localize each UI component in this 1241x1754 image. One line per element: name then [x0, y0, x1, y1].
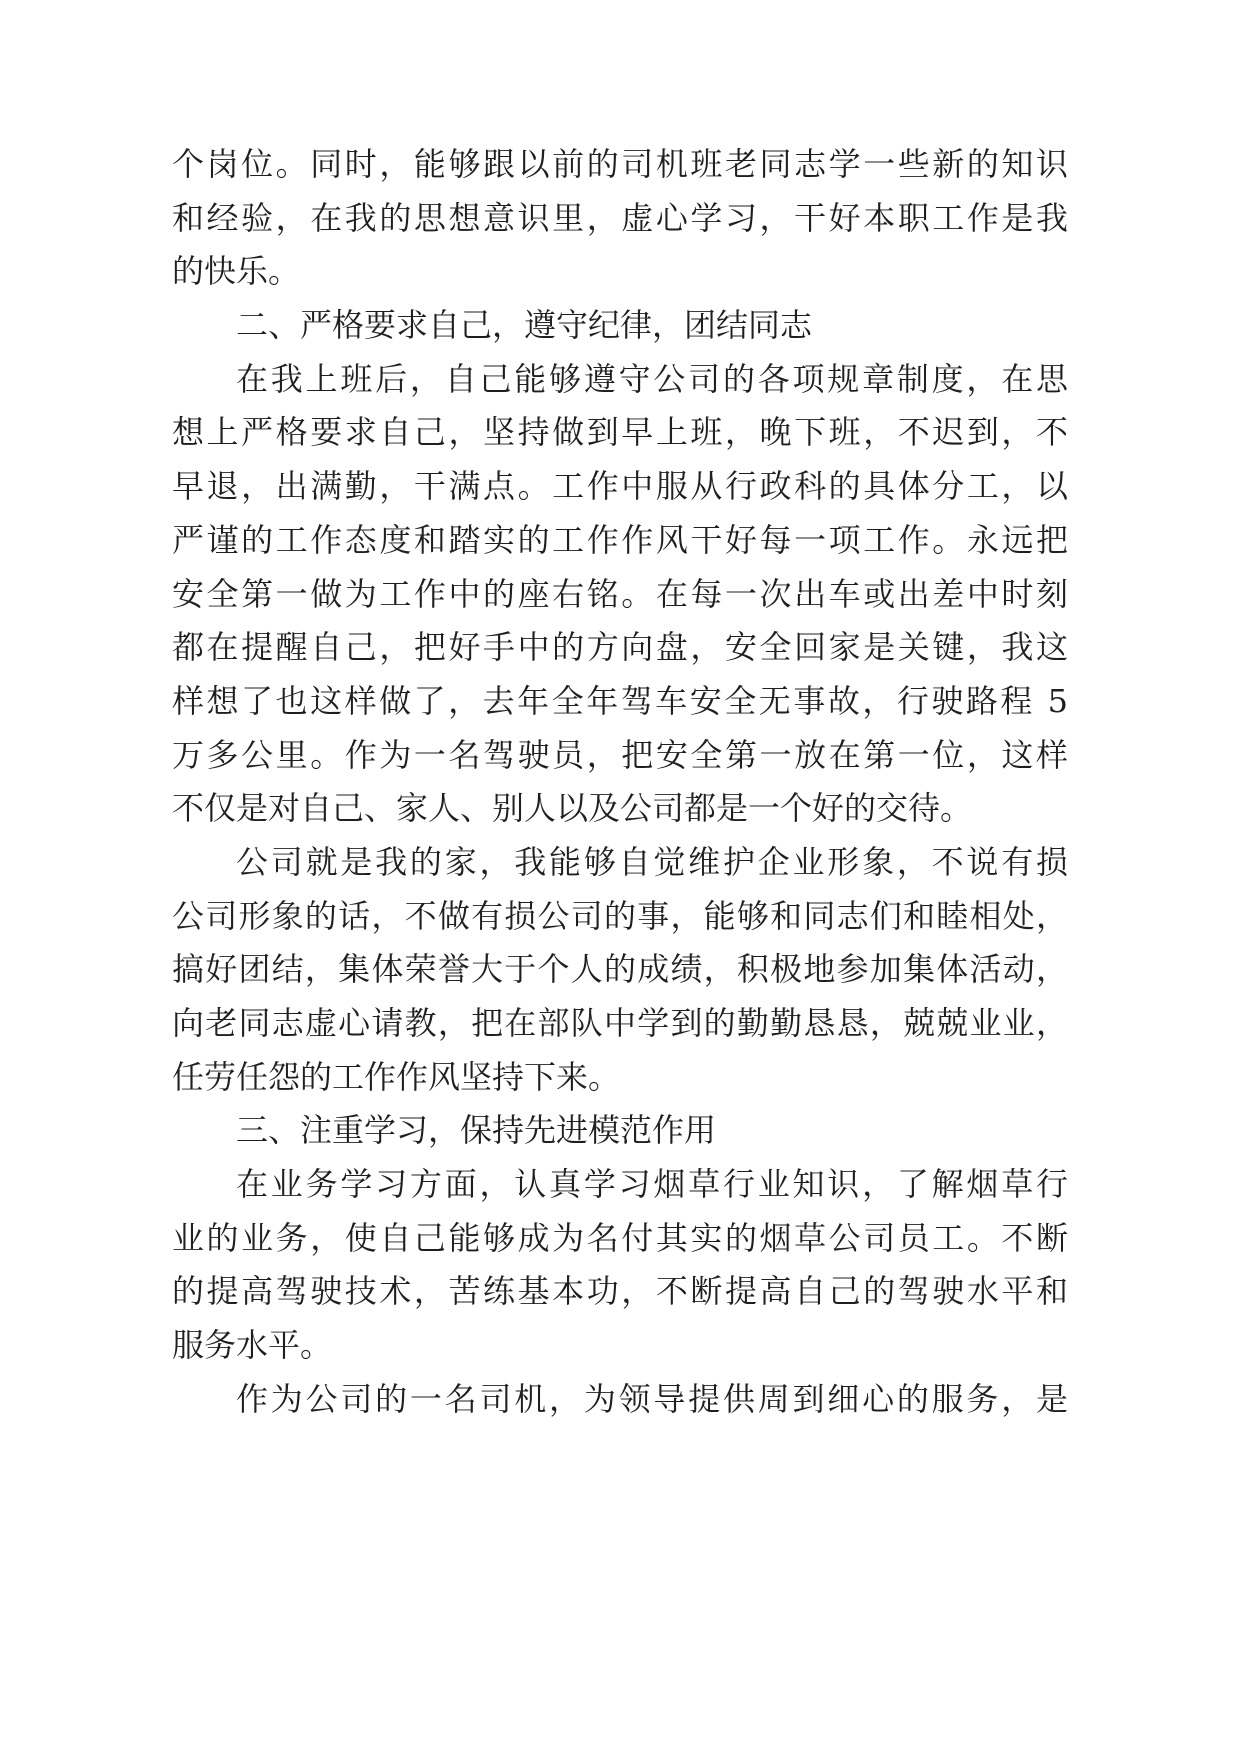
section-heading-text: 二、严格要求自己，遵守纪律，团结同志 [236, 306, 813, 345]
section-heading [172, 299, 1068, 353]
body-text-line: 安全第一做为工作中的座右铭。在每一次出车或出差中时刻 [172, 574, 1068, 613]
body-text-line: 都在提醒自己，把好手中的方向盘，安全回家是关键，我这 [172, 628, 1068, 667]
body-text-line: 早退，出满勤，干满点。工作中服从行政科的具体分工，以 [172, 467, 1068, 506]
body-text-line: 不仅是对自己、家人、别人以及公司都是一个好的交待。 [172, 789, 973, 828]
body-text-line: 服务水平。 [172, 1326, 333, 1365]
body-text-line: 万多公里。作为一名驾驶员，把安全第一放在第一位，这样 [172, 735, 1068, 774]
body-text-line: 在我上班后，自己能够遵守公司的各项规章制度，在思 [236, 359, 1068, 398]
body-text-line: 的快乐。 [172, 252, 301, 291]
document-body [172, 138, 1068, 1427]
body-text-line: 业的业务，使自己能够成为名付其实的烟草公司员工。不断 [172, 1218, 1068, 1257]
section-heading [172, 1104, 1068, 1158]
body-text-line: 想上严格要求自己，坚持做到早上班，晚下班，不迟到，不 [172, 413, 1068, 452]
body-text-line: 严谨的工作态度和踏实的工作作风干好每一项工作。永远把 [172, 520, 1068, 559]
paragraph [172, 353, 1068, 836]
section-heading-text: 三、注重学习，保持先进模范作用 [236, 1111, 717, 1150]
body-text-line: 样想了也这样做了，去年全年驾车安全无事故，行驶路程 5 [172, 681, 1068, 720]
paragraph [172, 138, 1068, 299]
paragraph [172, 1373, 1068, 1427]
body-text-line: 个岗位。同时，能够跟以前的司机班老同志学一些新的知识 [172, 145, 1068, 183]
body-text-line: 向老同志虚心请教，把在部队中学到的勤勤恳恳，兢兢业业， [172, 1004, 1068, 1042]
paragraph [172, 1158, 1068, 1373]
body-text-line: 搞好团结，集体荣誉大于个人的成绩，积极地参加集体活动， [172, 950, 1068, 989]
body-text-line: 作为公司的一名司机，为领导提供周到细心的服务，是 [236, 1379, 1068, 1418]
body-text-line: 任劳任怨的工作作风坚持下来。 [172, 1057, 621, 1096]
body-text-line: 在业务学习方面，认真学习烟草行业知识，了解烟草行 [236, 1165, 1068, 1204]
body-text-line: 公司就是我的家，我能够自觉维护企业形象，不说有损 [236, 842, 1068, 881]
body-text-line: 的提高驾驶技术，苦练基本功，不断提高自己的驾驶水平和 [172, 1272, 1068, 1311]
body-text-line: 公司形象的话，不做有损公司的事，能够和同志们和睦相处， [172, 896, 1068, 935]
body-text-line: 和经验，在我的思想意识里，虚心学习，干好本职工作是我 [172, 198, 1068, 237]
paragraph [172, 836, 1068, 1104]
